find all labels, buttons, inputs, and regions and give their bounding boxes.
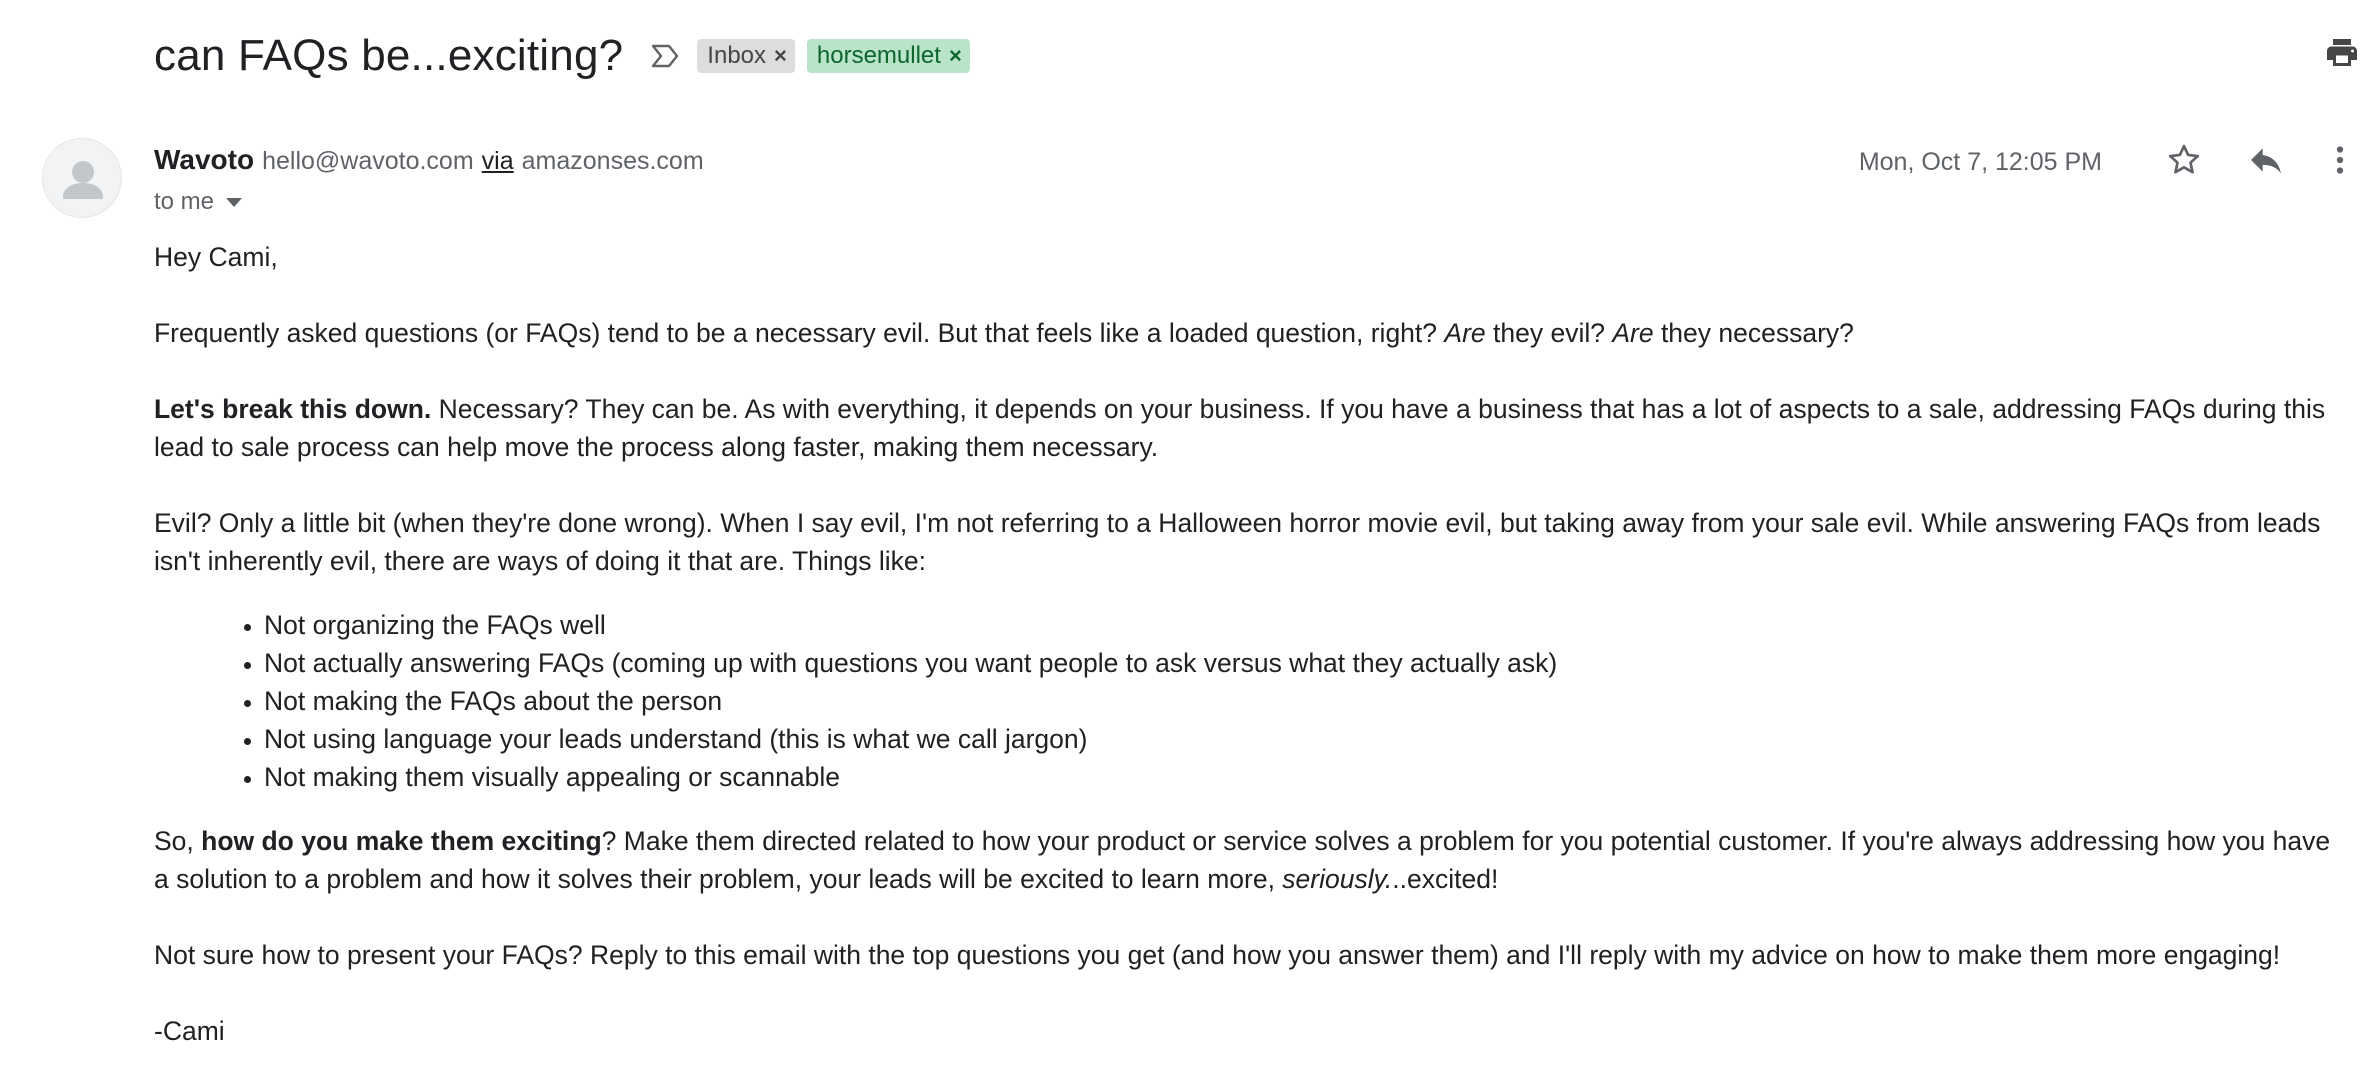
reply-icon (2246, 140, 2286, 185)
star-icon (2165, 141, 2203, 184)
sender-line (154, 144, 704, 176)
via-link[interactable]: via (481, 147, 514, 175)
recipients-label: to me (154, 188, 215, 215)
more-options-button[interactable] (2316, 138, 2364, 186)
p1-text-c: they necessary? (1653, 318, 1854, 348)
paragraph-1 (154, 314, 2344, 352)
more-vert-icon (2322, 142, 2358, 183)
reply-button[interactable] (2242, 138, 2290, 186)
print-icon (2324, 37, 2360, 76)
sender-avatar[interactable] (42, 138, 122, 218)
p1-emphasis-a: Are (1444, 318, 1486, 348)
chevron-down-icon[interactable] (226, 198, 242, 207)
paragraph-4 (154, 822, 2344, 898)
list-item: • Not making the FAQs about the person (264, 682, 2344, 720)
p1-text-a: Frequently asked questions (or FAQs) tend to be a necessary evil. But that feels like a loaded question, right? (154, 318, 1445, 348)
email-body (154, 238, 2344, 1050)
print-button[interactable] (2320, 34, 2364, 78)
list-item: • Not actually answering FAQs (coming up with questions you want people to ask versus what they actually ask) (264, 644, 2344, 682)
via-domain: amazonses.com (521, 147, 704, 175)
greeting: Hey Cami, (154, 242, 278, 272)
list-item: • Not using language your leads understand (this is what we call jargon) (264, 720, 2344, 758)
sender-name[interactable]: Wavoto (154, 144, 255, 175)
paragraph-2 (154, 390, 2344, 466)
importance-marker-icon[interactable] (647, 38, 683, 74)
label-chip-inbox[interactable] (697, 39, 795, 73)
star-button[interactable] (2160, 138, 2208, 186)
remove-label-horsemullet-button[interactable]: × (948, 43, 962, 68)
p1-text-b: they evil? (1485, 318, 1613, 348)
label-chip-inbox-text: Inbox (707, 42, 767, 69)
list-item: • Not making them visually appealing or scannable (264, 758, 2344, 796)
paragraph-5: Not sure how to present your FAQs? Reply to this email with the top questions you get (and how you answer them) and I'll reply with my advice on how to make them more engaging! (154, 940, 2281, 970)
p4-text-b: ? Make them directed related to how your product or service solves a problem for you potential customer. If you're always addressing how you have a solution to a problem and how it solves their problem, your leads will be excited to learn more, (154, 826, 2331, 894)
p2-bold: Let's break this down. (154, 394, 432, 424)
faq-mistakes-list (154, 606, 2344, 796)
signoff: -Cami (154, 1016, 225, 1046)
p4-text-a: So, (154, 826, 202, 856)
list-item: • Not organizing the FAQs well (264, 606, 2344, 644)
remove-label-inbox-button[interactable]: × (774, 43, 787, 68)
label-chip-horsemullet[interactable] (807, 39, 970, 73)
email-date: Mon, Oct 7, 12:05 PM (1858, 148, 2102, 176)
recipients-toggle[interactable] (154, 188, 242, 216)
p2-text: Necessary? They can be. As with everything, it depends on your business. If you have a business that has a lot of aspects to a sale, addressing FAQs during this lead to sale process can help move the process along faster, making them necessary. (154, 394, 2326, 462)
p4-emphasis: seriously. (1282, 864, 1393, 894)
label-chip-horsemullet-text: horsemullet (816, 42, 941, 69)
p4-text-c: ..excited! (1392, 864, 1499, 894)
p4-bold: how do you make them exciting (201, 826, 602, 856)
paragraph-3: Evil? Only a little bit (when they're done wrong). When I say evil, I'm not referring to a Halloween horror movie evil, but taking away from your sale evil. While answering FAQs from leads isn't inherently evil, there are ways of doing it that are. Things like: (154, 508, 2321, 576)
subject-row (154, 28, 970, 84)
person-avatar-icon (43, 206, 122, 218)
sender-email: hello@wavoto.com (262, 147, 474, 175)
email-subject: can FAQs be...exciting? (154, 31, 624, 80)
p1-emphasis-b: Are (1612, 318, 1654, 348)
